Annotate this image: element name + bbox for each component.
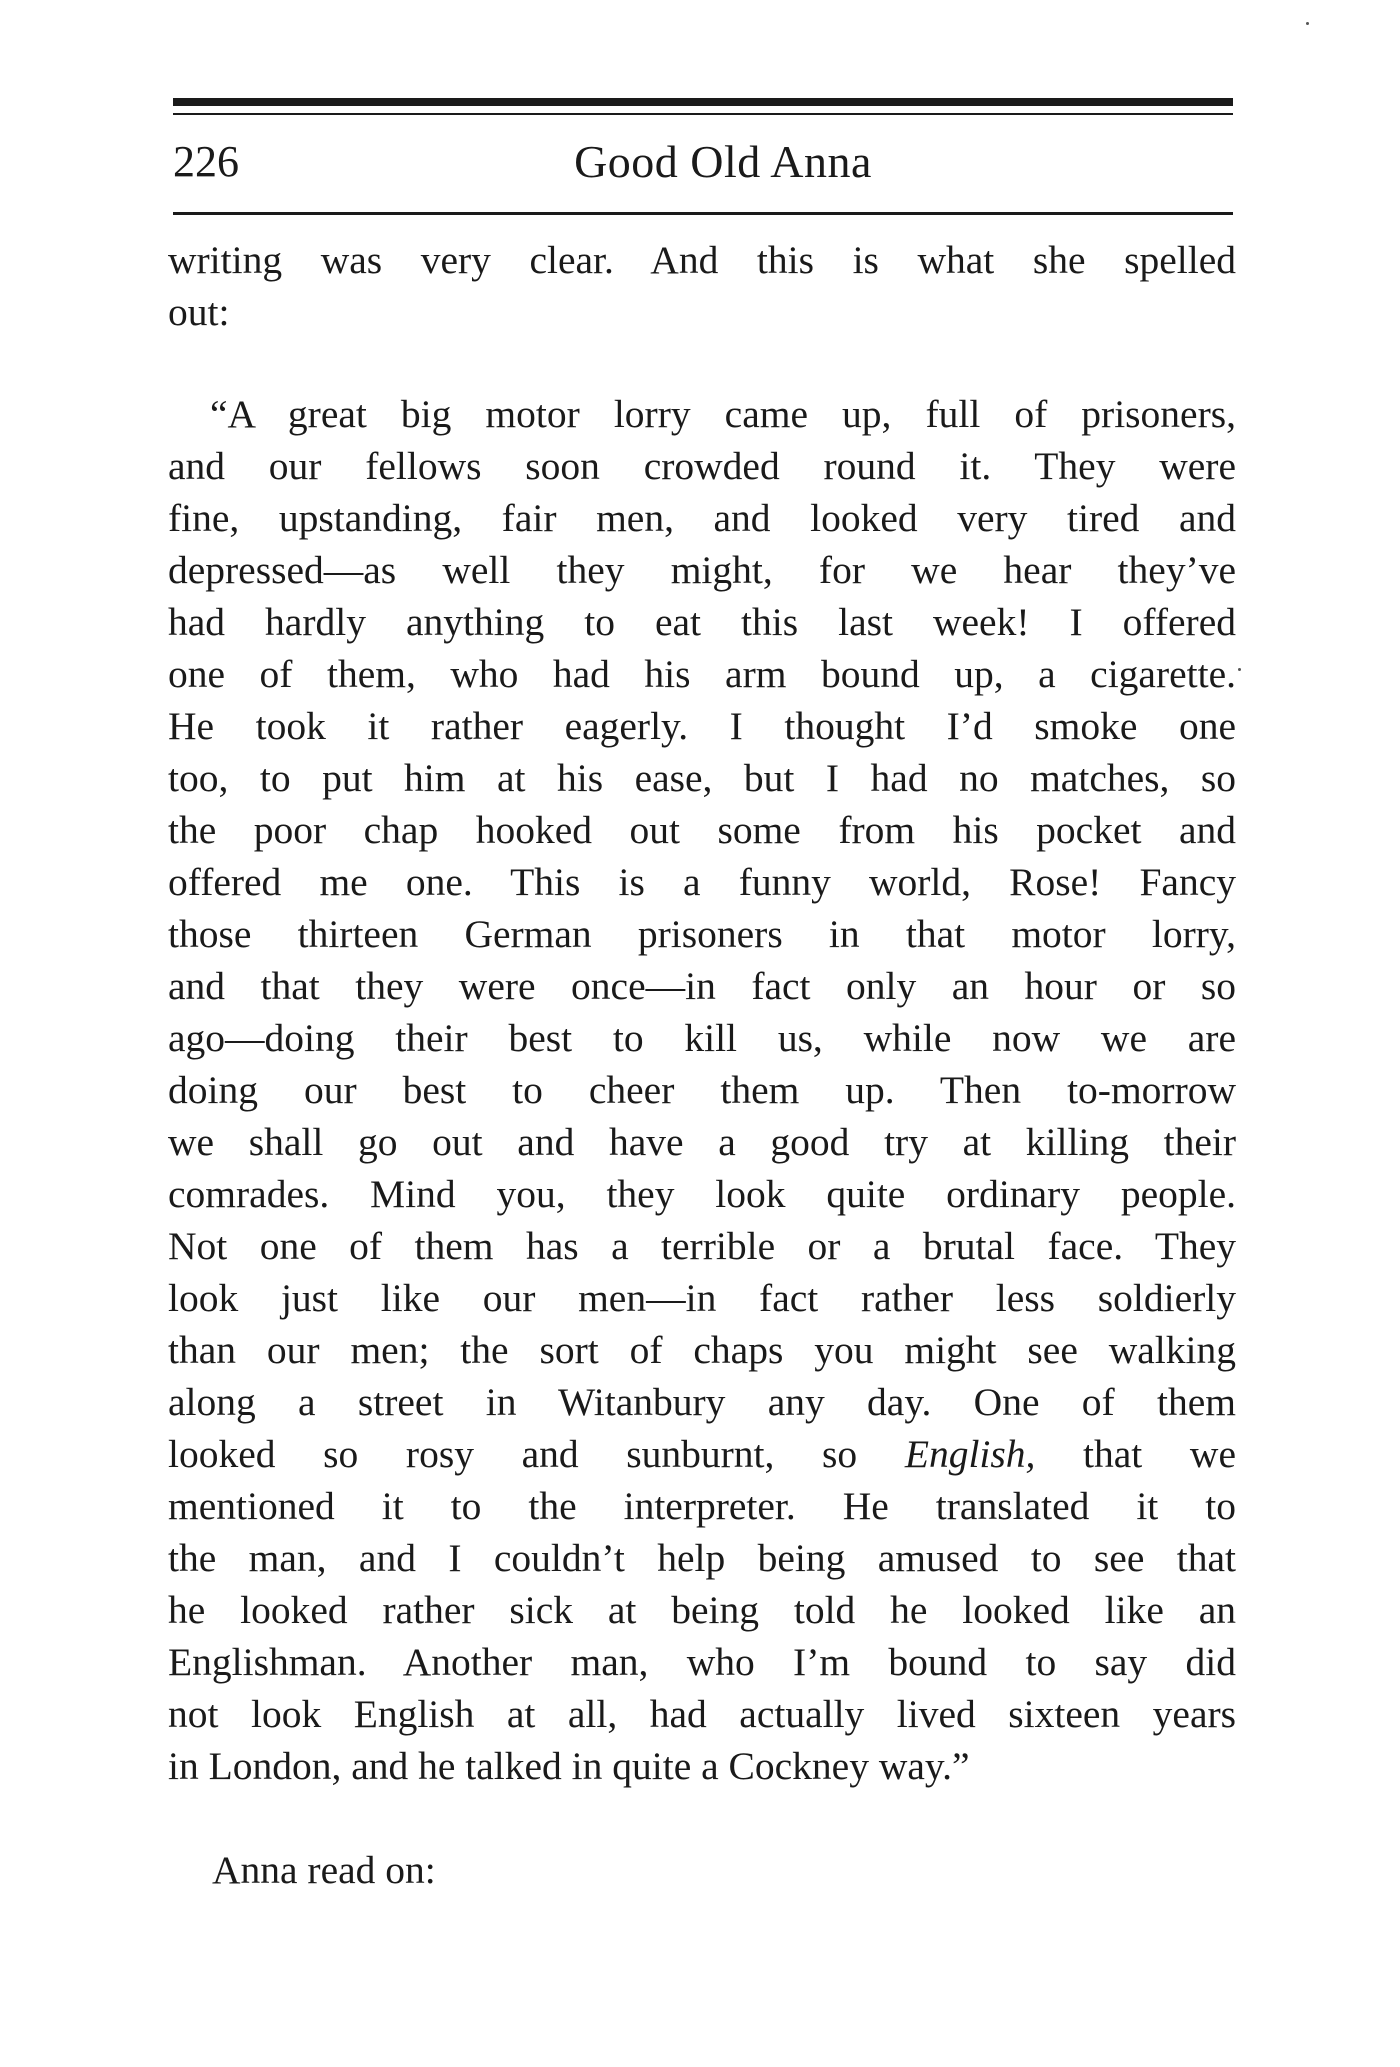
paper-speck	[1306, 22, 1309, 25]
text-line: in London, and he talked in quite a Cockney way.”	[168, 1744, 970, 1788]
text-fragment: that we	[1035, 1432, 1236, 1476]
text-line: depressed—as well they might, for we hear they’ve	[168, 548, 1236, 592]
page-number: 226	[173, 137, 239, 186]
text-line: along a street in Witanbury any day. One of them	[168, 1380, 1236, 1424]
text-line: than our men; the sort of chaps you might see walking	[168, 1328, 1236, 1372]
text-line: offered me one. This is a funny world, Rose! Fancy	[168, 860, 1236, 904]
italic-word: English,	[904, 1432, 1036, 1476]
paragraph-gap	[168, 1792, 1236, 1844]
page-header	[173, 128, 1233, 198]
text-line: mentioned it to the interpreter. He translated it to	[168, 1484, 1236, 1528]
text-line: “A great big motor lorry came up, full of prisoners,	[210, 392, 1236, 436]
closing-line: Anna read on:	[212, 1848, 436, 1892]
text-line: comrades. Mind you, they look quite ordinary people.	[168, 1172, 1236, 1216]
text-line: out:	[168, 290, 230, 334]
text-line: one of them, who had his arm bound up, a cigarette.	[168, 652, 1236, 696]
paper-speck	[1238, 668, 1241, 671]
text-line: the poor chap hooked out some from his pocket and	[168, 808, 1236, 852]
text-line: too, to put him at his ease, but I had no matches, so	[168, 756, 1236, 800]
text-line: the man, and I couldn’t help being amused to see that	[168, 1536, 1236, 1580]
text-line: those thirteen German prisoners in that motor lorry,	[168, 912, 1236, 956]
text-line: ago—doing their best to kill us, while now we are	[168, 1016, 1236, 1060]
top-rule-thick	[173, 98, 1233, 106]
text-line: he looked rather sick at being told he looked like an	[168, 1588, 1236, 1632]
text-line: Not one of them has a terrible or a brutal face. They	[168, 1224, 1236, 1268]
text-line-with-italic	[168, 1428, 1236, 1480]
text-line: look just like our men—in fact rather less soldierly	[168, 1276, 1236, 1320]
running-title: Good Old Anna	[574, 136, 872, 187]
header-rule	[173, 212, 1233, 215]
text-line: and our fellows soon crowded round it. They were	[168, 444, 1236, 488]
text-line: not look English at all, had actually lived sixteen years	[168, 1692, 1236, 1736]
text-line: fine, upstanding, fair men, and looked very tired and	[168, 496, 1236, 540]
text-line: writing was very clear. And this is what she spelled	[168, 238, 1236, 282]
top-rule-thin	[173, 113, 1233, 115]
text-fragment: looked so rosy and sunburnt, so	[168, 1432, 905, 1476]
text-line: doing our best to cheer them up. Then to-morrow	[168, 1068, 1236, 1112]
paragraph-gap	[168, 338, 1236, 388]
text-line: had hardly anything to eat this last week! I offered	[168, 600, 1236, 644]
text-line: and that they were once—in fact only an hour or so	[168, 964, 1236, 1008]
body-text	[168, 234, 1236, 1896]
text-line: Englishman. Another man, who I’m bound to say did	[168, 1640, 1236, 1684]
text-line: He took it rather eagerly. I thought I’d smoke one	[168, 704, 1236, 748]
text-line: we shall go out and have a good try at killing their	[168, 1120, 1236, 1164]
